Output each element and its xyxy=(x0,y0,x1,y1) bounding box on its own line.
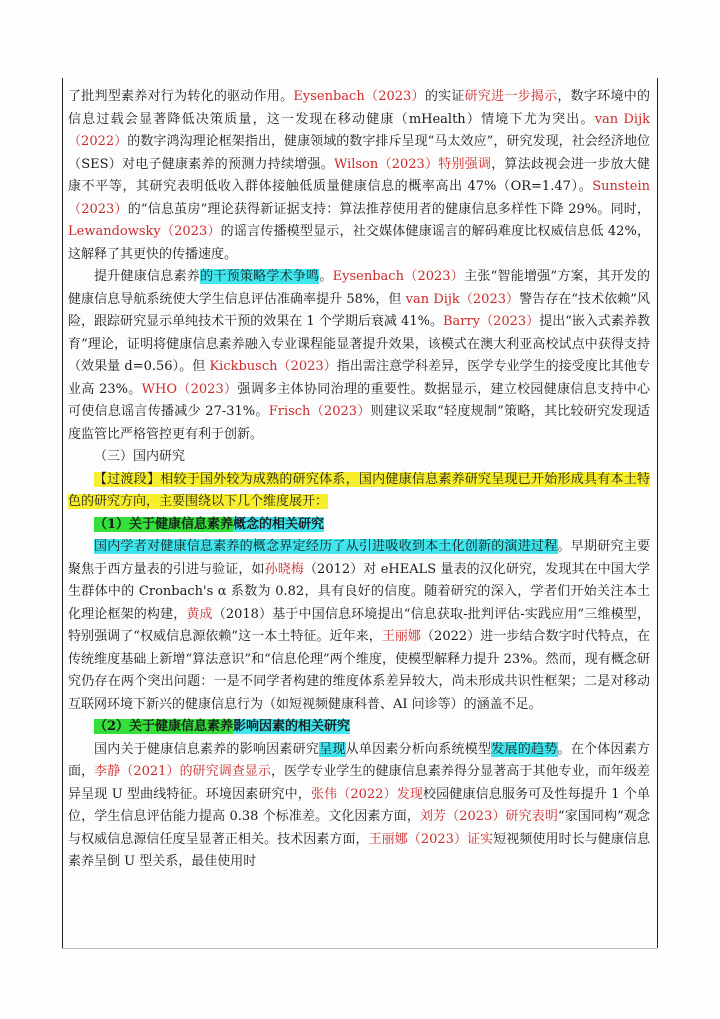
text-segment: 王丽娜 xyxy=(381,629,421,644)
paragraph-influencing-factors xyxy=(68,739,650,874)
text-segment: 的谣言传播模型显示，社交媒体健康谣言的解码难度比权威信息低 42%，这解释了其更快的传播速度。 xyxy=(68,224,650,262)
text-segment: 影响因素的相关研究 xyxy=(233,719,351,734)
paragraph-concept-research xyxy=(68,536,650,716)
text-segment: 国内关于健康信息素养的影响因素研究 xyxy=(94,741,320,757)
text-segment: Sunstein（2023） xyxy=(68,179,650,217)
text-segment: Kickbusch（2023） xyxy=(209,359,337,374)
text-segment: 了批判型素养对行为转化的驱动作用。 xyxy=(68,89,294,104)
text-segment: 提升健康信息素养 xyxy=(94,269,201,284)
text-segment: van Dijk（2022） xyxy=(68,111,650,149)
text-segment: 警告存在“技术依赖”风险，跟踪研究显示单纯技术干预的效果在 1 个学期后衰减 41%。 xyxy=(68,291,650,329)
subheading-influencing-factors xyxy=(68,716,650,739)
text-segment: 指出需注意学科差异，医学专业学生的接受度比其他专业高 23%。 xyxy=(68,359,650,397)
text-segment: WHO（2023） xyxy=(141,381,238,397)
section-heading-domestic: （三）国内研究 xyxy=(94,449,186,464)
text-segment: 强调多主体协同治理的重要性。数据显示，建立校园健康信息支持中心可使信息谣言传播减少 27-31%。 xyxy=(68,381,650,419)
text-segment: 概念的相关研究 xyxy=(233,516,325,532)
text-segment: ，医学专业学生的健康信息素养得分显著高于其他专业，而年级差异呈现 U 型曲线特征。环境因素研究中， xyxy=(68,764,650,802)
paragraph-intervention-strategies xyxy=(68,266,650,446)
text-segment: “家国同构”观念与权威信息源信任度呈显著正相关。技术因素方面， xyxy=(68,809,650,847)
transition-text: 【过渡段】相较于国外较为成熟的研究体系，国内健康信息素养研究呈现已开始形成具有本土特色的研究方向，主要围绕以下几个维度展开： xyxy=(68,471,650,509)
page-bottom-rule xyxy=(62,948,657,949)
text-segment: 发展的趋势 xyxy=(491,741,558,757)
subheading-concept-research xyxy=(68,514,650,537)
text-segment: 提出“嵌入式素养教育”理论，证明将健康信息素养融入专业课程能显著提升效果，该模式在澳大利亚高校试点中获得支持（效果量 d=0.56）。但 xyxy=(68,314,650,374)
text-segment: 。 xyxy=(319,269,333,284)
text-segment: （2）关于健康信息素养 xyxy=(94,719,234,734)
text-segment: Eysenbach（2023） xyxy=(293,89,425,104)
text-segment: ，数字环境中的信息过载会显著降低决策质量，这一发现在移动健康（mHealth）情境下尤为突出。 xyxy=(68,89,650,127)
transition-paragraph xyxy=(68,469,650,514)
text-segment: 的数字鸿沟理论框架指出，健康领域的数字排斥呈现“马太效应”，研究发现，社会经济地位（SES）对电子健康素养的预测力持续增强。 xyxy=(68,134,651,172)
text-segment: （2022）进一步结合数字时代特点，在传统维度基础上新增“算法意识”和“信息伦理”两个维度，使模型解释力提升 23%。然而，现有概念研究仍存在两个突出问题：一是不同学者构建的维度体系差异较大，尚未形成共识性框架；二是对移动互联网环境下新兴的健康信息行为（如短视频健康科普、AI 问诊等）的涵盖不足。 xyxy=(68,629,650,712)
text-segment: van Dijk（2023） xyxy=(405,291,520,307)
document-body xyxy=(68,86,650,874)
text-segment: 主张“智能增强”方案，其开发的健康信息导航系统使大学生信息评估准确率提升 58%，但 xyxy=(68,269,650,307)
text-segment: 的实证 xyxy=(424,89,465,104)
text-segment: ，算法歧视会进一步放大健康不平等，其研究表明低收入群体接触低质量健康信息的概率高出 47%（OR=1.47）。 xyxy=(68,156,650,194)
text-segment: 张伟（2022）发现 xyxy=(310,786,424,802)
text-segment: 李静（2021）的研究调查显示 xyxy=(94,764,272,779)
paragraph-intl-research xyxy=(68,86,650,266)
text-segment: 呈现 xyxy=(319,741,346,757)
text-segment: Barry（2023） xyxy=(442,314,540,329)
text-segment: 刘芳（2023）研究表明 xyxy=(419,809,558,824)
text-segment: 。在个体因素方面， xyxy=(68,741,650,779)
text-segment: 孙晓梅 xyxy=(264,561,304,577)
text-segment: 则建议采取“轻度规制”策略，其比较研究发现适度监管比严格管控更有利于创新。 xyxy=(68,404,650,442)
text-segment: 的干预策略学术争鸣 xyxy=(200,269,320,284)
text-segment: 短视频使用时长与健康信息素养呈倒 U 型关系，最佳使用时 xyxy=(68,831,650,869)
text-segment: 黄成 xyxy=(186,606,213,622)
text-segment: 的“信息茧房”理论获得新证据支持：算法推荐使用者的健康信息多样性下降 29%。同时， xyxy=(127,201,650,217)
text-segment: Wilson（2023）特别强调 xyxy=(333,156,492,172)
text-segment: 。早期研究主要聚焦于西方量表的引进与验证，如 xyxy=(68,539,650,577)
text-segment: （1）关于健康信息素养 xyxy=(94,516,234,532)
text-segment: 研究进一步揭示 xyxy=(464,89,558,104)
text-segment: Eysenbach（2023） xyxy=(332,269,465,284)
text-segment: （2018）基于中国信息环境提出“信息获取-批判评估-实践应用”三维模型，特别强调了“权威信息源依赖”这一本土特征。近年来， xyxy=(68,606,650,644)
text-segment: Lewandowsky（2023） xyxy=(68,224,221,239)
text-segment: 校园健康信息服务可及性每提升 1 个单位，学生信息评估能力提高 0.38 个标准差。文化因素方面， xyxy=(68,786,650,824)
text-segment: 从单因素分析向系统模型 xyxy=(345,741,492,757)
text-segment: 国内学者对健康信息素养的概念界定经历了从引进吸收到本土化创新的演进过程 xyxy=(94,539,558,554)
text-segment: 王丽娜（2023）证实 xyxy=(368,831,494,847)
text-segment: （2012）对 eHEALS 量表的汉化研究，发现其在中国大学生群体中的 Cronbach's α 系数为 0.82，具有良好的信度。随着研究的深入，学者们开始关注本土化理论框架的构建， xyxy=(68,561,650,622)
text-segment: Frisch（2023） xyxy=(268,404,371,419)
